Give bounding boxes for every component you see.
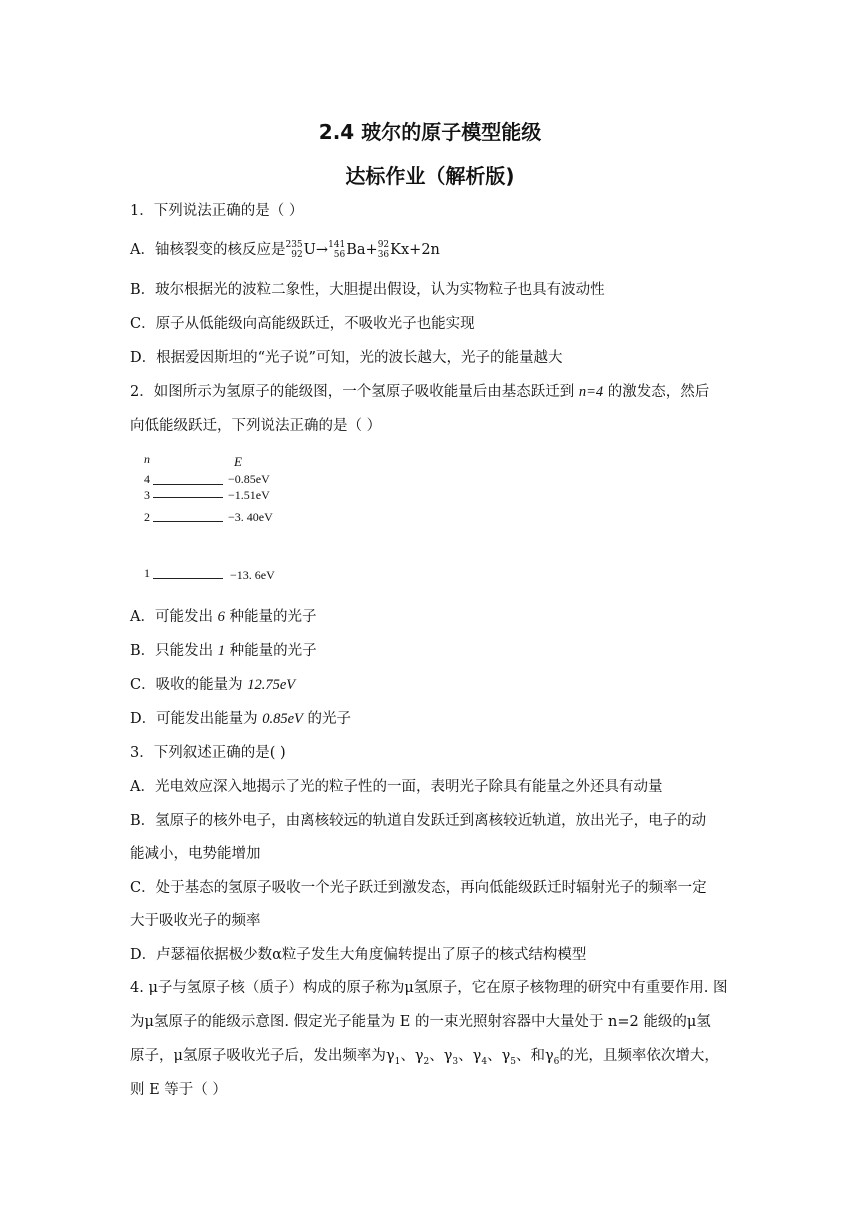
- q2-option-d: [130, 709, 740, 729]
- ba-symbol: Ba+: [346, 242, 378, 258]
- q4-line2: 为μ氢原子的能级示意图. 假定光子能量为 E 的一束光照射容器中大量处于 n=2 能级的μ氢: [130, 1014, 711, 1030]
- n-axis-label: n: [144, 452, 150, 466]
- document-title: 2.4 玻尔的原子模型能级: [318, 120, 542, 144]
- q1-stem: 1．下列说法正确的是（ ）: [130, 203, 304, 219]
- gamma-5: γ: [501, 1048, 511, 1064]
- u-isotope-numbers: [285, 240, 302, 260]
- q1-option-a-prefix: A．铀核裂变的核反应是: [130, 242, 286, 258]
- gamma-6: γ: [544, 1048, 554, 1064]
- q2-option-b: [130, 641, 740, 661]
- q3-option-d: D．卢瑟福依据极少数α粒子发生大角度偏转提出了原子的核式结构模型: [130, 947, 587, 963]
- gamma-4-sub: 4: [481, 1056, 488, 1067]
- q2-option-b-text: B．只能发出: [130, 643, 218, 659]
- gamma-6-sub: 6: [553, 1056, 560, 1067]
- level-4-energy: −0.85eV: [228, 472, 270, 486]
- q1-option-d: D．根据爱因斯坦的“光子说”可知，光的波长越大，光子的能量越大: [130, 350, 563, 366]
- separator: 、: [515, 1048, 531, 1064]
- q2-option-b-value: 1: [217, 643, 226, 659]
- energy-level-diagram: [140, 452, 320, 588]
- reaction-arrow: →: [315, 242, 329, 258]
- u-atomic-number: 92: [291, 250, 303, 260]
- level-3-line: [153, 497, 223, 498]
- q3-option-c-line1: C．处于基态的氢原子吸收一个光子跃迁到激发态，再向低能级跃迁时辐射光子的频率一定: [130, 880, 707, 896]
- level-1-line: [153, 578, 223, 579]
- q2-stem-n: n=4: [578, 384, 604, 400]
- q2-stem-line1: [130, 382, 740, 402]
- e-axis-label: E: [234, 454, 242, 469]
- q3-option-b-line2: 能减小，电势能增加: [130, 846, 261, 862]
- separator: 、: [429, 1048, 444, 1064]
- gamma-2: γ: [414, 1048, 424, 1064]
- q1-option-a: [130, 240, 740, 260]
- gamma-5-sub: 5: [510, 1056, 516, 1067]
- ba-mass-number: 141: [328, 240, 346, 250]
- gamma-2-sub: 2: [423, 1056, 430, 1067]
- q2-option-a-text: A．可能发出: [130, 609, 218, 625]
- gamma-3: γ: [443, 1048, 453, 1064]
- q2-option-d-text: D．可能发出能量为: [130, 711, 263, 727]
- kr-isotope-numbers: [378, 240, 389, 260]
- document-subtitle: 达标作业（解析版): [345, 164, 515, 188]
- gamma-1: γ: [385, 1048, 395, 1064]
- q3-option-a: A．光电效应深入地揭示了光的粒子性的一面，表明光子除具有能量之外还具有动量: [130, 779, 663, 795]
- u-mass-number: 235: [285, 240, 303, 250]
- level-1-energy: −13. 6eV: [230, 568, 275, 582]
- kr-symbol: Kx+2n: [390, 242, 440, 258]
- q2-stem-text: 2．如图所示为氢原子的能级图，一个氢原子吸收能量后由基态跃迁到: [130, 384, 579, 400]
- kr-atomic-number: 36: [377, 250, 390, 260]
- q1-option-c: C．原子从低能级向高能级跃迁，不吸收光子也能实现: [130, 316, 475, 332]
- level-2-line: [153, 521, 223, 522]
- q2-option-d-suffix: 的光子: [302, 711, 352, 727]
- separator: 、: [400, 1048, 415, 1064]
- gamma-4: γ: [472, 1048, 482, 1064]
- q2-option-c-text: C．吸收的能量为: [130, 677, 248, 693]
- and-word: 和: [530, 1048, 545, 1064]
- gamma-1-sub: 1: [394, 1056, 401, 1067]
- q4-line1: 4. μ子与氢原子核（质子）构成的原子称为μ氢原子，它在原子核物理的研究中有重要作用. 图: [130, 980, 728, 996]
- q2-option-d-value: 0.85eV: [262, 711, 303, 727]
- ba-isotope-numbers: [328, 240, 345, 260]
- level-4-line: [153, 484, 223, 485]
- level-4-n: 4: [144, 472, 150, 486]
- level-2-n: 2: [144, 510, 150, 524]
- q3-option-b-line1: B．氢原子的核外电子，由离核较远的轨道自发跃迁到离核较近轨道，放出光子，电子的动: [130, 813, 707, 829]
- ba-atomic-number: 56: [333, 250, 346, 260]
- q4-line3-suffix: 的光，且频率依次增大，: [559, 1048, 719, 1064]
- level-1-n: 1: [144, 566, 150, 580]
- q2-option-a: [130, 607, 740, 627]
- q1-option-b: B．玻尔根据光的波粒二象性，大胆提出假设，认为实物粒子也具有波动性: [130, 282, 605, 298]
- q2-option-c-value: 12.75eV: [247, 677, 296, 693]
- q2-option-a-value: 6: [217, 609, 225, 625]
- q2-stem-text-end: 的激发态，然后: [603, 384, 710, 400]
- q2-option-b-suffix: 种能量的光子: [225, 643, 317, 659]
- level-2-energy: −3. 40eV: [228, 510, 273, 524]
- q2-option-c: [130, 675, 740, 695]
- level-3-energy: −1.51eV: [228, 488, 270, 502]
- level-3-n: 3: [144, 488, 150, 502]
- q4-line3-text: 原子，μ氢原子吸收光子后，发出频率为: [130, 1048, 386, 1064]
- q2-option-a-suffix: 种能量的光子: [224, 609, 317, 625]
- q3-option-c-line2: 大于吸收光子的频率: [130, 913, 261, 929]
- kr-mass-number: 92: [377, 240, 390, 250]
- separator: 、: [487, 1048, 502, 1064]
- u-symbol: U: [303, 242, 316, 258]
- separator: 、: [458, 1048, 473, 1064]
- gamma-3-sub: 3: [452, 1056, 459, 1067]
- q4-line3: [130, 1046, 740, 1072]
- q2-stem-line2: 向低能级跃迁，下列说法正确的是（ ）: [130, 418, 382, 434]
- q4-line4: 则 E 等于（ ）: [130, 1082, 227, 1098]
- q3-stem: 3．下列叙述正确的是( ): [130, 745, 286, 761]
